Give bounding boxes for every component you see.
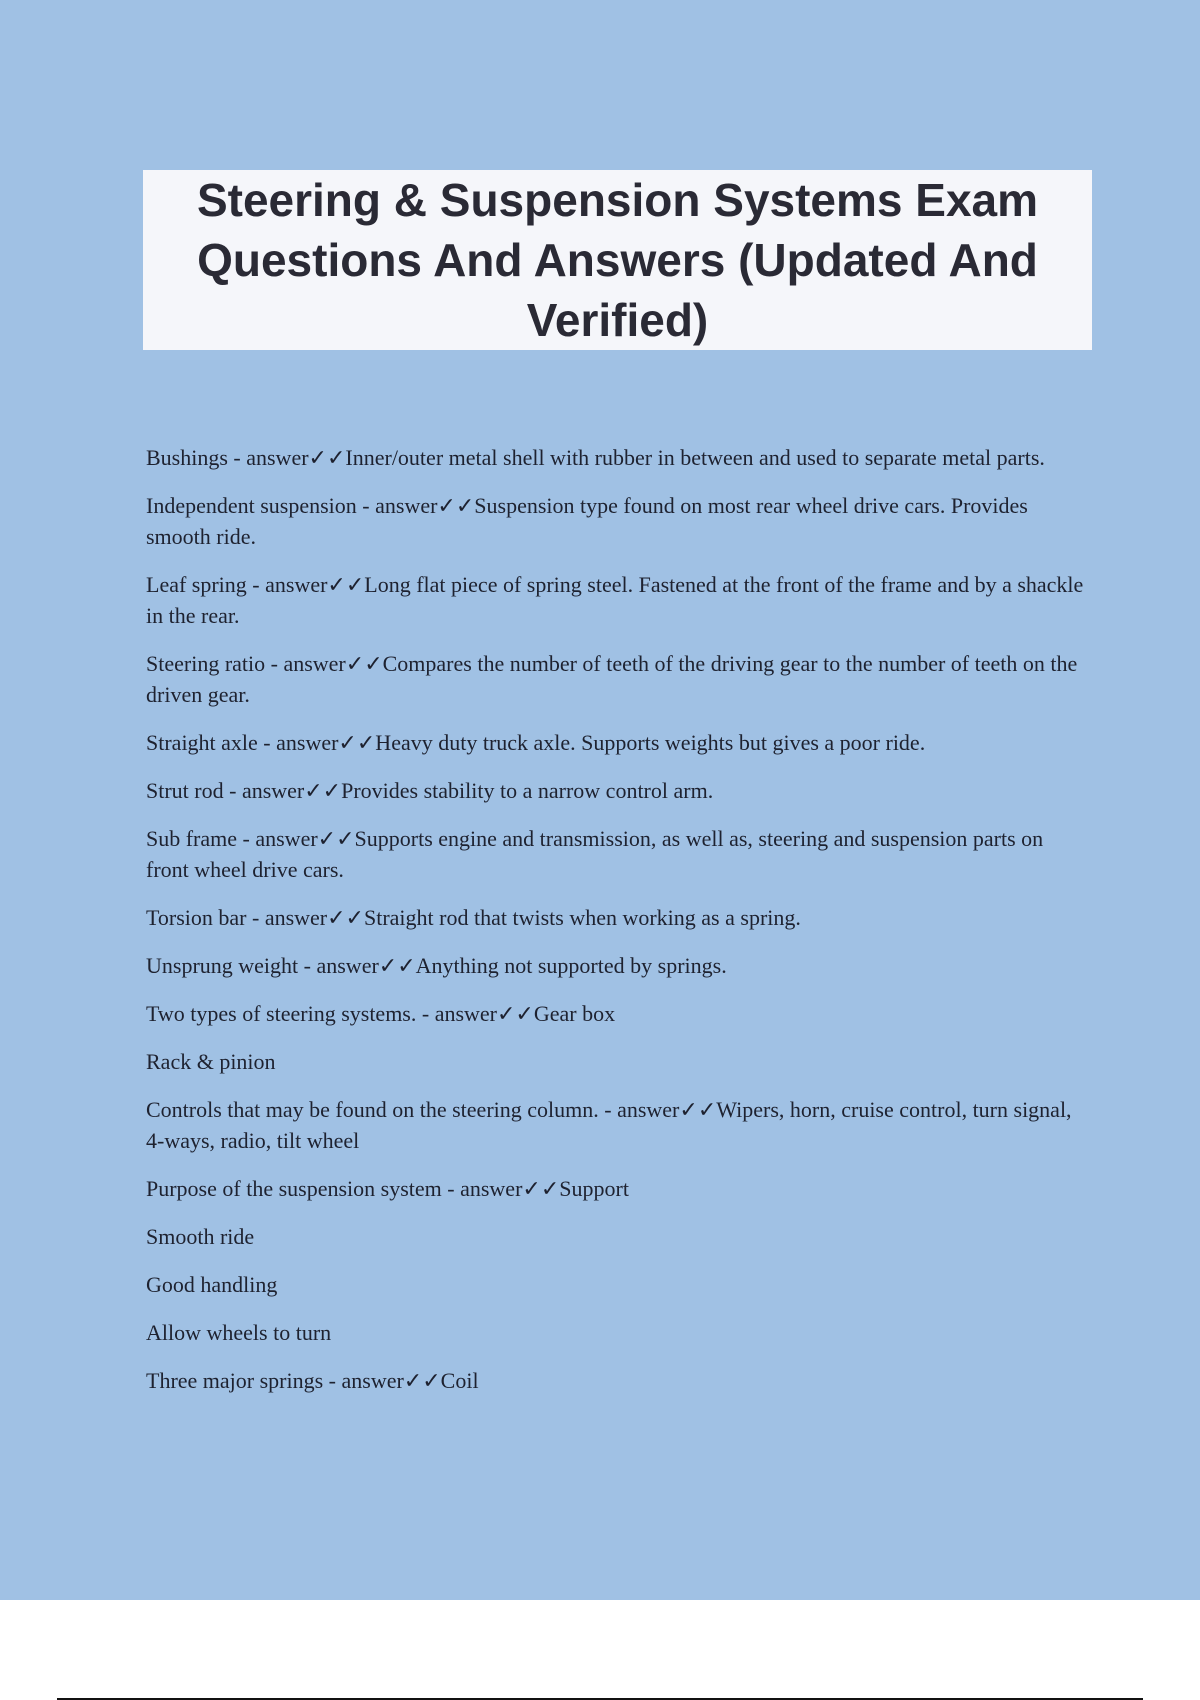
qa-item: Good handling: [146, 1272, 278, 1297]
qa-item: Bushings - answer✓✓Inner/outer metal shell with rubber in between and used to separate metal parts.: [146, 445, 1045, 470]
qa-item: Purpose of the suspension system - answer✓✓Support: [146, 1176, 629, 1201]
qa-item: Allow wheels to turn: [146, 1320, 332, 1345]
qa-item: Independent suspension - answer✓✓Suspension type found on most rear wheel drive cars. Provides smooth ride.: [146, 493, 1028, 549]
qa-item: Smooth ride: [146, 1224, 255, 1249]
qa-item: Rack & pinion: [146, 1049, 276, 1074]
qa-item: Three major springs - answer✓✓Coil: [146, 1368, 479, 1393]
title-box: [143, 170, 1092, 350]
document-title: Steering & Suspension Systems Exam Questions And Answers (Updated And Verified): [196, 174, 1039, 346]
qa-item: Steering ratio - answer✓✓Compares the number of teeth of the driving gear to the number of teeth on the driven gear.: [146, 651, 1078, 707]
qa-item: Two types of steering systems. - answer✓✓Gear box: [146, 1001, 616, 1026]
qa-item: Unsprung weight - answer✓✓Anything not supported by springs.: [146, 953, 727, 978]
qa-item: Straight axle - answer✓✓Heavy duty truck axle. Supports weights but gives a poor ride.: [146, 730, 926, 755]
qa-list: [146, 442, 1086, 1413]
qa-item: Controls that may be found on the steering column. - answer✓✓Wipers, horn, cruise control, turn signal, 4-ways, radio, tilt wheel: [146, 1097, 1072, 1153]
qa-item: Strut rod - answer✓✓Provides stability to a narrow control arm.: [146, 778, 714, 803]
qa-item: Sub frame - answer✓✓Supports engine and transmission, as well as, steering and suspension parts on front wheel drive cars.: [146, 826, 1044, 882]
qa-item: Leaf spring - answer✓✓Long flat piece of spring steel. Fastened at the front of the frame and by a shackle in the rear.: [146, 572, 1084, 628]
qa-item: Torsion bar - answer✓✓Straight rod that twists when working as a spring.: [146, 905, 801, 930]
